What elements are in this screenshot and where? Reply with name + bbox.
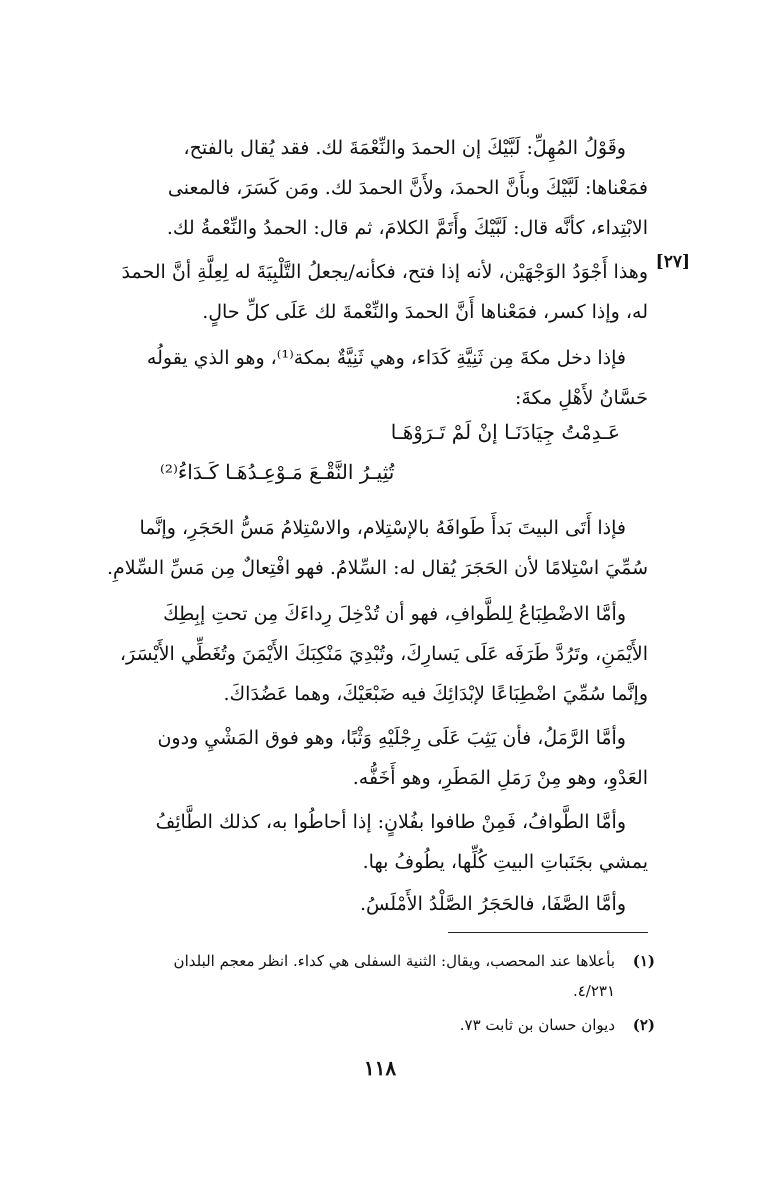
- footnote-1-continuation: ٤/٢٣١.: [572, 982, 615, 1000]
- footnote-divider: [448, 932, 648, 933]
- margin-page-marker: [٢٧]: [655, 252, 690, 272]
- text-line: وقَوْلُ المُهِلِّ: لَبَّيْكَ إن الحمدَ والنِّعْمَةَ لك. فقد يُقال بالفتح،: [183, 137, 626, 159]
- text-line: يمشي بجَنَباتِ البيتِ كُلِّها، يطُوفُ بها.: [362, 851, 648, 873]
- text-line: وأمَّا الصَّفَا، فالحَجَرُ الصَّلْدُ الأَمْلَسُ.: [360, 893, 626, 915]
- text-line: سُمِّيَ اسْتِلامًا لأن الحَجَرَ يُقال له: السِّلامُ. فهو افْتِعالٌ مِن مَسِّ السِّلامِ.: [106, 557, 648, 579]
- paragraph-talbiya: [100, 128, 648, 248]
- footnote-number: (٢): [632, 1016, 655, 1034]
- page-number: ١١٨: [363, 1056, 397, 1080]
- paragraph-tawaf: [100, 802, 648, 882]
- text-line: وأمَّا الاضْطِبَاعُ لِلطَّوافِ، فهو أن تُدْخِلَ رِداءَكَ مِن تحتِ إبِطِكَ: [163, 603, 626, 625]
- footnote-text: ديوان حسان بن ثابت ٧٣.: [459, 1016, 615, 1034]
- text-line: له، وإذا كسر، فمَعْناها أَنَّ الحمدَ والنِّعْمةَ لك عَلَى كلِّ حالٍ.: [202, 301, 648, 323]
- text-line: حَسَّانُ لأَهْلِ مكةَ:: [514, 387, 648, 409]
- paragraph-entering-makkah: [100, 338, 648, 418]
- paragraph-idtiba: [100, 594, 648, 714]
- text-line: فإذا دخل مكةَ مِن ثَنِيَّةِ كَدَاء، وهي ثَنِيَّةٌ بمكة⁽¹⁾، وهو الذي يقولُه: [146, 347, 626, 369]
- footnote-text: بأعلاها عند المحصب، ويقال: الثنية السفلى هي كداء. انظر معجم البلدان: [173, 952, 615, 970]
- text-line: الابْتِداء، كأنَّه قال: لَبَّيْكَ وأَتَمَّ الكلامَ، ثم قال: الحمدُ والنِّعْمةُ لك.: [166, 217, 648, 239]
- footnote-1: [100, 946, 655, 976]
- verse-line-2: تُثِيـرُ النَّقْـعَ مَـوْعِـدُهَـا كَـدَاءُ⁽²⁾: [160, 460, 395, 484]
- text-line: وإنَّما سُمِّيَ اضْطِبَاعًا لإبْدَائِكَ فيه ضَبْعَيْكَ، وهما عَضُدَاكَ.: [223, 683, 648, 705]
- text-line: وهذا أَجْوَدُ الوَجْهَيْن، لأنه إذا فتح، فكأنه/يجعلُ التَّلْبِيَةَ له لِعِلَّةِ أنَّ الحمدَ: [121, 261, 648, 283]
- paragraph-best-reading: [100, 252, 648, 332]
- text-line: فإذا أَتَى البيتَ بَدأَ طَوافَهُ بالإسْتِلام، والاسْتِلامُ مَسُّ الحَجَرِ، وإنَّما: [139, 517, 626, 539]
- text-line: وأمَّا الطَّوافُ، فَمِنْ طافوا بفُلانٍ: إذا أحاطُوا به، كذلك الطَّائِفُ: [155, 811, 626, 833]
- text-line: وأمَّا الرَّمَلُ، فأن يَثِبَ عَلَى رِجْلَيْهِ وَثْبًا، وهو فوق المَشْيِ ودون: [157, 727, 626, 749]
- footnote-number: (١): [632, 952, 655, 970]
- text-line: فمَعْناها: لَبَّيْكَ وبأَنَّ الحمدَ، ولأَنَّ الحمدَ لك. ومَن كَسَرَ، فالمعنى: [167, 177, 648, 199]
- paragraph-istilam: [100, 508, 648, 588]
- footnotes: [100, 946, 655, 1040]
- text-line: الأَيْمَنِ، وتَرُدَّ طَرَفَه عَلَى يَسارِكَ، وتُبْدِيَ مَنْكِبَكَ الأَيْمَنَ وتُغَطِّي الأَيْسَرَ،: [119, 643, 648, 665]
- text-line: العَدْوِ، وهو مِنْ رَمَلِ المَطَرِ، وهو أَخَفُّه.: [352, 767, 648, 789]
- verse-line-1: عَـدِمْتُ جِيَادَنَـا إنْ لَمْ تَـرَوْهَـا: [390, 420, 620, 444]
- paragraph-ramal: [100, 718, 648, 798]
- paragraph-safa: [100, 884, 648, 924]
- footnote-2: [100, 1010, 655, 1040]
